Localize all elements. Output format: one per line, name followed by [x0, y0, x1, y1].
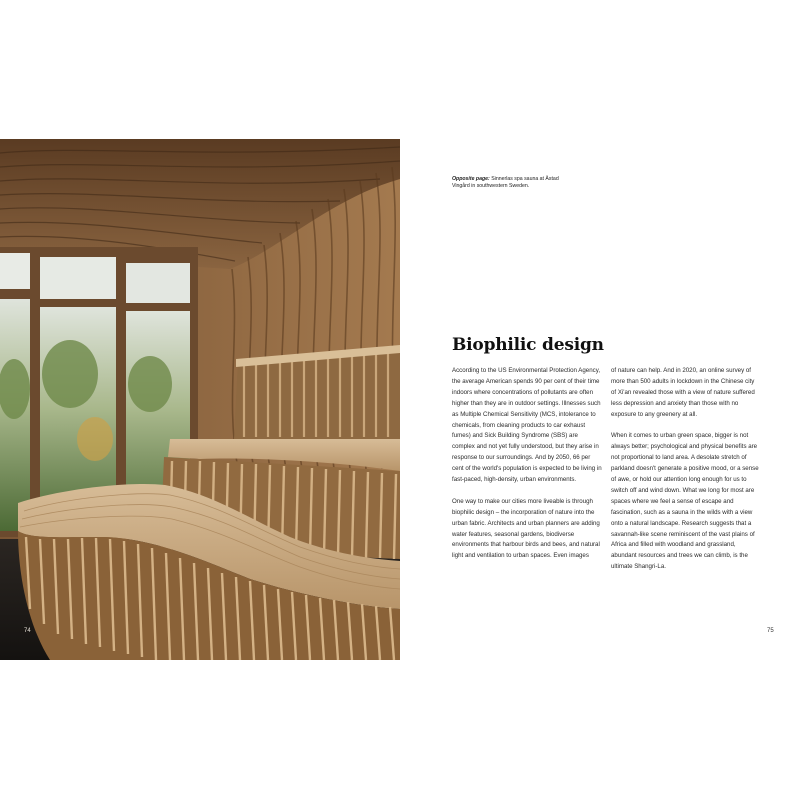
right-page	[400, 139, 800, 660]
page-number-left: 74	[24, 628, 31, 634]
paragraph: When it comes to urban green space, bigger is not always better; psychological and physical benefits are not proportional to land area. A desolate stretch of parkland doesn't generate a positive mood, or a sense of awe, or hold our attention long enough for us to switch off and wind down. What we long for most are spaces where we feel a sense of escape and fascination, such as a sauna in the wilds with a view onto a natural landscape. Research suggests that a savannah-like scene reminiscent of the vast plains of Africa and filled with woodland and grassland, abundant resources and trees we can climb, is the ultimate Shangri-La.	[611, 432, 759, 571]
text-column-2	[611, 366, 761, 584]
book-spread	[0, 139, 800, 660]
page-number-right: 75	[767, 628, 774, 634]
paragraph: One way to make our cities more liveable is through biophilic design – the incorporation of nature into the urban fabric. Architects and urban planners are adding water features, seasonal gardens, biodiverse environments that harbour birds and bees, and natural light and ventilation to urban spaces. Even images	[452, 497, 600, 560]
sauna-photo-illustration	[0, 139, 400, 660]
caption-lead: Opposite page:	[452, 176, 490, 182]
photo-caption	[452, 176, 562, 189]
paragraph: of nature can help. And in 2020, an online survey of more than 500 adults in lockdown in the Chinese city of Xi'an revealed those with a view of nature suffered less depression and anxiety than those with no exposure to any greenery at all.	[611, 367, 755, 418]
sauna-photo	[0, 139, 400, 660]
caption-text: Sinnerlas spa sauna at Ästad Vingård in southwestern Sweden.	[452, 176, 559, 189]
paragraph: According to the US Environmental Protection Agency, the average American spends 90 per cent of their time indoors where concentrations of pollutants are often higher than they are in outdoor settings. Illnesses such as Multiple Chemical Sensitivity (MCS, intolerance to chemicals, from cleaning products to car exhaust fumes) and Sick Building Syndrome (SBS) are complex and not yet fully understood, but they arise in response to our surroundings. And by 2050, 66 per cent of the world's population is expected to be living in fast-paced, high-density, urban environments.	[452, 367, 602, 484]
article-heading: Biophilic design	[452, 335, 604, 355]
text-column-1	[452, 366, 602, 573]
